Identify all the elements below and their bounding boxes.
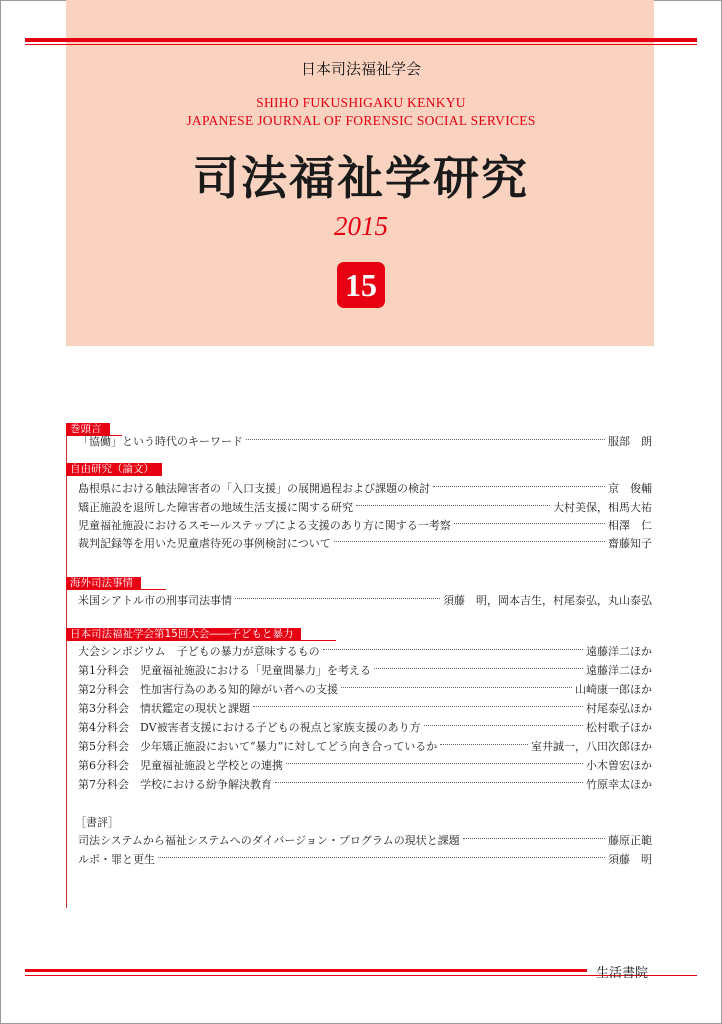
toc-entry: 第7分科会 学校における紛争解決教育 竹原幸太ほか	[78, 778, 652, 791]
toc-entry: 第1分科会 児童福祉施設における「児童間暴力」を考える 遠藤洋二ほか	[78, 664, 652, 677]
section-label: 日本司法福祉学会第15回大会――子どもと暴力	[66, 628, 301, 641]
publisher-name: 生活書院	[596, 966, 649, 981]
toc-entry: ルポ・罪と更生 須藤 明	[78, 853, 652, 866]
title-en-english: JAPANESE JOURNAL OF FORENSIC SOCIAL SERVICES	[186, 113, 536, 128]
toc-entry: 矯正施設を退所した障害者の地域生活支援に関する研究 大村美保，相馬大祐	[78, 501, 652, 514]
section-label: 海外司法事情	[66, 577, 141, 590]
toc-entry: 大会シンポジウム 子どもの暴力が意味するもの 遠藤洋二ほか	[78, 645, 652, 658]
toc-entry: 児童福祉施設におけるスモールステップによる支援のあり方に関する一考察 相澤 仁	[78, 519, 652, 532]
section-header-conference	[66, 628, 301, 641]
bottom-rule-thick	[25, 969, 587, 972]
journal-title: 司法福祉学研究	[193, 151, 529, 205]
section-header-book-review: ［書評］	[75, 816, 119, 829]
toc-entry: 島根県における触法障害者の「入口支援」の展開過程および課題の検討 京 俊輔	[78, 482, 652, 495]
toc-entry: 第2分科会 性加害行為のある知的障がい者への支援 山崎康一郎ほか	[78, 683, 652, 696]
toc-entry: 第3分科会 情状鑑定の現状と課題 村尾泰弘ほか	[78, 702, 652, 715]
toc-entry: 第5分科会 少年矯正施設において“暴力”に対してどう向き合っているか 室井誠一，八田次郎ほか	[78, 740, 652, 753]
toc-entry: 裁判記録等を用いた児童虐待死の事例検討について 齋藤知子	[78, 537, 652, 550]
section-header-free-research	[66, 463, 162, 476]
society-name: 日本司法福祉学会	[300, 60, 421, 78]
toc-entry: 司法システムから福祉システムへのダイバージョン・プログラムの現状と課題 藤原正範	[78, 834, 652, 847]
section-header-overseas	[66, 577, 141, 590]
issue-year: 2015	[334, 211, 388, 241]
top-rule-thick	[25, 38, 697, 42]
section-label: 自由研究（論文）	[66, 463, 162, 476]
toc-entry: 米国シアトル市の刑事司法事情 須藤 明，岡本吉生，村尾泰弘，丸山泰弘	[78, 594, 652, 607]
top-rule-thin	[25, 44, 697, 45]
toc-entry: 「協働」という時代のキーワード 服部 朗	[78, 435, 652, 448]
toc-left-rule	[66, 423, 67, 908]
toc-entry: 第4分科会 DV被害者支援における子どもの視点と家族支援のあり方 松村歌子ほか	[78, 721, 652, 734]
section-label: 巻頭言	[66, 423, 110, 436]
toc-entry: 第6分科会 児童福祉施設と学校との連携 小木曽宏ほか	[78, 759, 652, 772]
volume-badge: 15	[337, 262, 385, 308]
title-en-romaji: SHIHO FUKUSHIGAKU KENKYU	[256, 95, 466, 110]
